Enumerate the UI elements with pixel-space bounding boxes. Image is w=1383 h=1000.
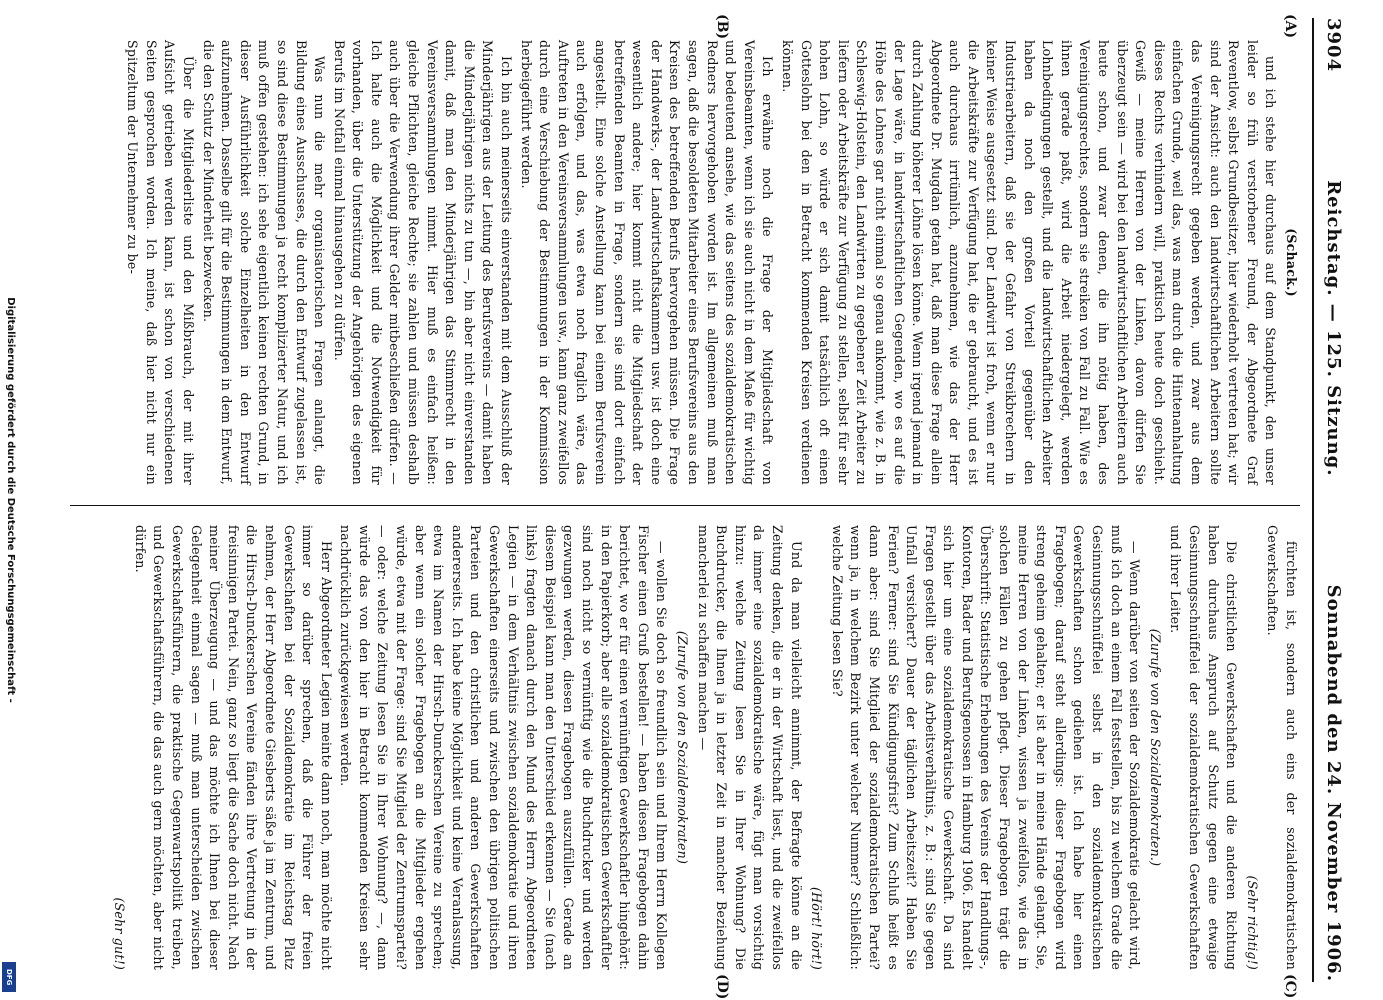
paragraph: fürchten ist, sondern auch eins der sozialdemokratischen Gewerkschaften. bbox=[1265, 525, 1299, 970]
paragraph: Herr Abgeordneter Legien meinte dann noch, man möchte nicht immer so darüber sprechen, daß die Führer der freien Gewerkschaften bei der Sozialdemokratie im Reichstag Platz nehmen, der Herr Abgeordnete Giesberts säße ja im Zentrum, und die Hirsch-Dunckerschen Vereine fänden ihre Vertretung in der freisinnigen Partei. Nein, ganz so liegt die Sache doch nicht. Nach meiner Überzeugung — und das möchte ich Ihnen bei dieser Gelegenheit einmal sagen — muß man unterscheiden zwischen Gewerkschaftsführern, die praktische Gegenwartspolitik treiben, und Gewerkschaftsführern, die das auch gern möchten, aber nicht dürfen. bbox=[132, 525, 334, 970]
paragraph: Die christlichen Gewerkschaften und die anderen Richtung haben durchaus Anspruch auf Schutz gegen eine etwaige Gesinnungsschnüffelei der sozialdemokratischen Gewerkschaften und ihrer Leiter. bbox=[1168, 525, 1240, 970]
paragraph: — Wenn darüber von seiten der Sozialdemokratie gelacht wird, muß ich doch an einem Fall feststellen, bis zu welchem Grade die Gesinnungsschnüffelei selbst in den sozialdemokratischen Gewerkschaften schon gediehen ist. Ich habe hier einen Fragebogen; darauf steht allerdings: dieser Fragebogen wird streng geheim gehalten; er ist aber in meine Hände gelangt. Sie, meine Herren von der Linken, wissen ja zweifellos, wie das in solchen Fällen zu gehen pflegt. Dieser Fragebogen trägt die Überschrift: Statistische Erhebungen des Vereins der Handlungs-, Kontoren, Bader und Berufsgenossen in Hamburg 1906. Es handelt sich hier um eine sozialdemokratische Gewerkschaft. Da sind Fragen gestellt über das Arbeitsverhältnis, z. B.: sind Sie gegen Unfall versichert? Dauer der täglichen Arbeitszeit? Haben Sie Ferien? Ferner: sind Sie Kündigungsfrist? Zum Schluß heißt es dann aber: sind Sie Mitglied der sozialdemokratischen Partei? wenn ja, in welchem Bezirk unter welcher Nummer? Schließlich: welche Zeitung lesen Sie? bbox=[829, 525, 1143, 970]
right-column bbox=[70, 525, 1300, 970]
sidebar-attribution bbox=[0, 0, 22, 1000]
page-header bbox=[1312, 18, 1354, 982]
page-title: Reichstag. — 125. Sitzung. bbox=[1323, 180, 1345, 477]
paragraph: Und da man vielleicht annimmt, der Befragte könne an die Zeitung denken, die er in der Wirtschaft liest, und die zweifellos da immer eine sozialdemokratische wäre, fügt man vorsichtig hinzu: welche Zeitung lesen Sie in Ihrer Wohnung? Die Buchdrucker, die Ihnen ja in letzter Zeit in mancher Beziehung mancherlei zu schaffen machen — bbox=[695, 525, 804, 970]
dfg-logo-icon: DFG bbox=[2, 962, 16, 992]
paragraph: — wollen Sie doch so freundlich sein und Ihrem Herrn Kollegen Fischer einen Gruß bestellen! — haben diesen Fragebogen dahin berichtet, wo er für einen vernünftigen Gewerkschaftler hingehört: in den Papierkorb; aber alle sozialdemokratischen Gewerkschaftler sind noch nicht so vernünftig wie die Buchdrucker und werden gezwungen werden, diesen Fragebogen auszufüllen. Gerade an diesem Beispiel kann man den Unterschied erkennen — Sie (nach links) fragten danach durch den Mund des Herrn Abgeordneten Legien — in dem Verhältnis zwischen sozialdemokratie und ihren Gewerkschaften einerseits und zwischen den übrigen politischen Parteien und den christlichen und anderen Gewerkschaften andererseits. Ich habe keine Möglichkeit und keine Veranlassung, etwa im Namen der Hirsch-Dunckerschen Vereine zu sprechen; aber wenn ein solcher Fragebogen an die Mitglieder ergehen würde, etwa mit der Frage: sind Sie Mitglied der Zentrumspartei? — oder: welche Zeitung lesen Sie in Ihrer Wohnung? —, dann würde das von den hier in Betracht kommenden Kreisen sehr nachdrücklich zurückgewiesen werden. bbox=[338, 525, 670, 970]
interjection: (Sehr richtig!) bbox=[1244, 875, 1260, 970]
page-date: Sonnabend den 24. November 1906. bbox=[1323, 584, 1345, 982]
paragraph: Über die Mitgliederliste und den Mißbrauch, der mit ihrer Aufsicht getrieben werden kann, ist schon von verschiedenen Seiten gesprochen worden. Ich meine, daß hier nicht nur ein Spitzeltum der Unternehmer zu be- bbox=[125, 40, 196, 485]
newspaper-page bbox=[40, 0, 1370, 1000]
column-divider bbox=[70, 505, 1300, 506]
margin-mark-d: (D) bbox=[714, 974, 730, 1000]
paragraph: Ich bin auch meinerseits einverstanden mit dem Ausschluß der Minderjährigen aus der Leitung des Berufsvereins — damit haben die Minderjährigen nichts zu tun —, bin aber nicht einverstanden damit, daß man den Minderjährigen das Stimmrecht in den Vereinsversammlungen nimmt. Hier muß es einfach heißen: gleiche Pflichten, gleiche Rechte; sie zahlen und müssen deshalb auch über die Verwendung ihrer Gelder mitbeschließen dürfen. — Ich halte auch die Möglichkeit und die Notwendigkeit für vorhanden, über die Unterstützung der Angehörigen des eigenen Berufs im Notfall einmal hinausgehen zu dürfen. bbox=[331, 40, 515, 485]
speaker-label: (Schack.) bbox=[1284, 228, 1299, 297]
interjection: (Sehr gut!) bbox=[112, 897, 128, 970]
paragraph: und ich stehe hier durchaus auf dem Standpunkt, den unser leider so früh verstorbener Freund, der Abgeordnete Graf Reventlow, selbst Grundbesitzer, hier wiederholt vertreten hat; wir sind der Ansicht: auch den landwirtschaftlichen Arbeitern sollte das Vereinigungsrecht gegeben werden, und zwar aus dem einfachen Grunde, weil das, was man durch die Hintenanhaltung dieses Rechts verhindern will, praktisch heute doch geschieht. Gewiß — meine Herren von der Linken, davon dürfen Sie überzeugt sein — wird bei den landwirtschaftlichen Arbeitern auch heute schon, und zwar denen, die ihn nötig haben, des Vereinigungsrechtes, sondern sie streiken von Fall zu Fall. Wie es ihnen gerade paßt, wird die Arbeit niedergelegt, werden Lohnbedingungen gestellt, und die landwirtschaftlichen Arbeiter haben da noch den großen Vorteil gegenüber den Industriearbeitern, daß sie der Gefahr von Streikbrechern in keiner Weise ausgesetzt sind. Der Landwirt ist froh, wenn er nur die Arbeitskräfte zur Verfügung hat, die er gebraucht, und es ist auch durchaus irrtümlich, anzunehmen, wie das der Herr Abgeordnete Dr. Mugdan getan hat, daß man diese Frage allein durch Zahlung höherer Löhne lösen könne. Wenn irgend jemand in der Lage wäre, in landwirtschaftlichen Gegenden, wo es auf die Höhe des Lohnes gar nicht einmal so genau ankommt, wie z. B. in Schleswig-Holstein, den Landwirten zu gegebener Zeit Arbeiter zu liefern oder Arbeitskräfte zur Verfügung zu stellen, selbst für sehr hohen Lohn, so würde er sich damit tatsächlich oft einen Gotteslohn bei den in Betracht kommenden Kreisen verdienen können. bbox=[779, 40, 1279, 485]
paragraph: Was nun die mehr organisatorischen Fragen anlangt, die Bildung eines Ausschusses, die durch den Entwurf zugelassen ist, so sind diese Bestimmungen ja recht komplizierter Natur, und ich muß offen gestehen: ich sehe eigentlich keinen rechten Grund, in dieser Ausführlichkeit solche Einzelheiten in den Entwurf aufzunehmen. Dasselbe gilt für die Bestimmungen in dem Entwurf, die den Schutz der Minderheit bezwecken. bbox=[200, 40, 328, 485]
left-column bbox=[70, 40, 1300, 485]
interjection: (Zurufe von den Sozialdemokraten) bbox=[675, 630, 690, 865]
paragraph: Ich erwähne noch die Frage der Mitgliedschaft von Vereinsbeamten, wenn ich sie auch nicht in dem Maße für wichtig und bedeutend ansehe, wie das seitens des sozialdemokratischen Redners hervorgehoben worden ist. Im allgemeinen muß man sagen, daß die besoldeten Mitarbeiter eines Berufsvereins aus den Kreisen des betreffenden Berufs hervorgehen müssen. Die Frage der Handwerks-, der Landwirtschaftskammern usw. ist doch eine wesentlich andere; hier kommt nicht die Mitgliedschaft der betreffenden Beamten in Frage, sondern sie sind dort einfach angestellt. Eine solche Anstellung kann bei einem Berufsverein auch erfolgen, und das, was etwa noch fraglich wäre, das Auftreten in den Vereinsversammlungen usw., kann ganz zweifellos durch eine Verschiebung der Bestimmungen in der Kommission herbeigeführt werden. bbox=[518, 40, 776, 485]
margin-mark-a: (A) bbox=[1282, 14, 1298, 39]
page-number: 3904 bbox=[1323, 18, 1345, 73]
margin-mark-c: (C) bbox=[1282, 974, 1298, 999]
interjection: (Hört! hört!) bbox=[809, 887, 825, 970]
margin-mark-b: (B) bbox=[714, 14, 730, 40]
interjection: (Zurufe von den Sozialdemokraten.) bbox=[1147, 628, 1163, 867]
funding-note: Digitalisierung gefördert durch die Deutsche Forschungsgemeinschaft - bbox=[5, 297, 16, 703]
